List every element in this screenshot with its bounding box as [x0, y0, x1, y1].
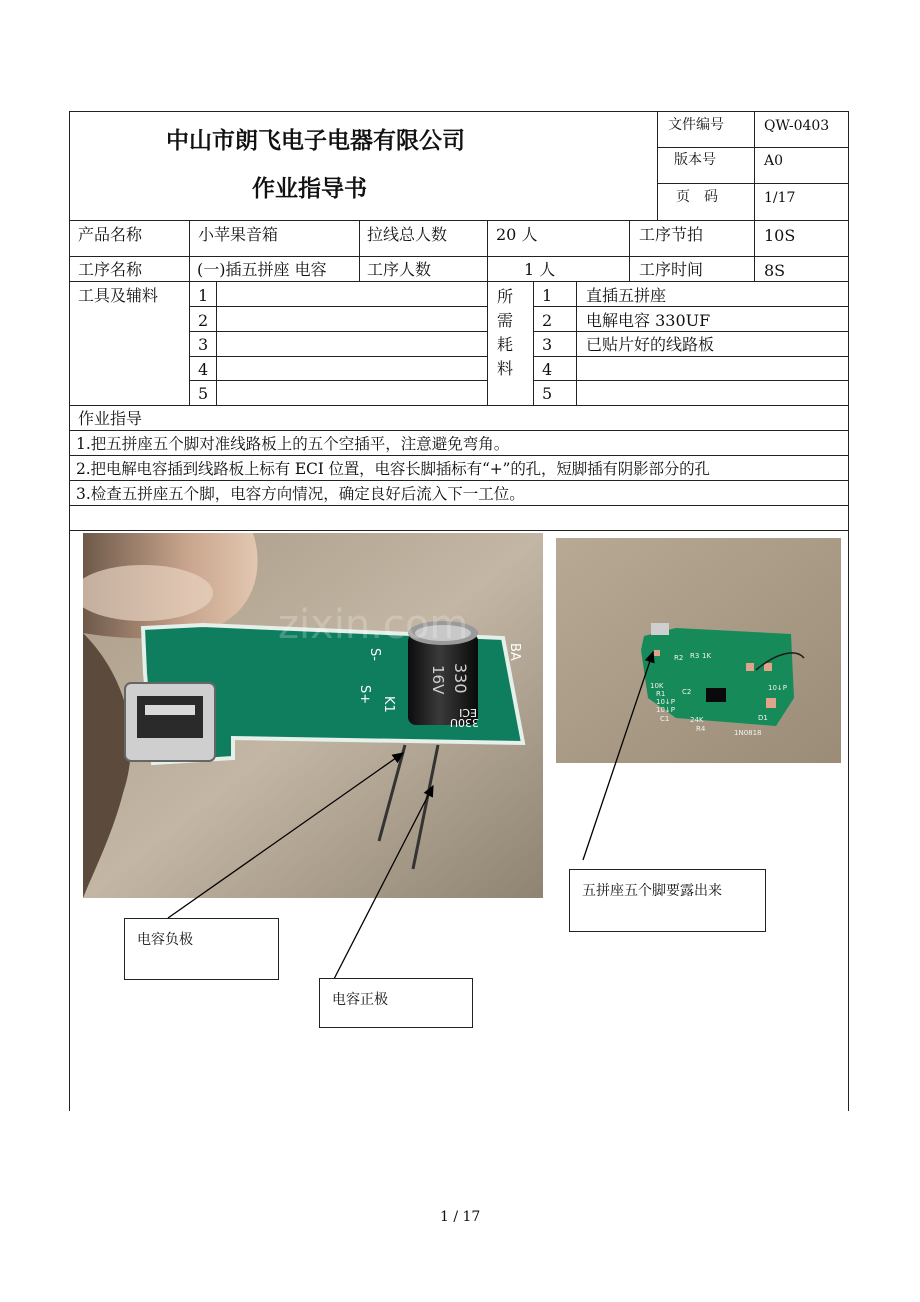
tools-row-no: 2 [198, 311, 209, 330]
process-time-value: 8S [764, 261, 786, 280]
pcb-silkscreen: 10K [650, 682, 664, 690]
pcb-silkscreen: 24K [690, 716, 704, 724]
pcb-silkscreen: 1N0818 [734, 729, 762, 737]
pcb-silkscreen: 10↓P [768, 684, 787, 692]
materials-row-no: 4 [542, 360, 553, 379]
pcb-silkscreen: C1 [660, 715, 670, 723]
takt-value: 10S [764, 226, 796, 245]
page-code-value: 1/17 [764, 190, 796, 206]
pcb-silkscreen: S- [367, 648, 382, 661]
doc-number-label: 文件编号 [668, 117, 724, 133]
pcb-silkscreen: D1 [758, 714, 768, 722]
callout-text: 五拼座五个脚要露出来 [582, 883, 722, 899]
callout-capacitor-negative [124, 918, 279, 980]
version-value: A0 [764, 153, 784, 169]
pcb-silkscreen: 330U [449, 716, 479, 729]
capacitor-print: 16V [429, 665, 447, 695]
materials-label-char: 料 [497, 359, 514, 378]
tools-label: 工具及辅料 [78, 286, 159, 305]
pcb-silkscreen: 10↓P [656, 698, 675, 706]
pcb-silkscreen: R1 [656, 690, 666, 698]
process-time-label: 工序时间 [639, 260, 704, 279]
materials-row-text: 直插五拼座 [586, 286, 667, 305]
materials-row-text: 已贴片好的线路板 [586, 335, 715, 354]
product-name-value: 小苹果音箱 [198, 225, 279, 244]
takt-label: 工序节拍 [639, 225, 704, 244]
instruction-step: 3.检查五拼座五个脚，电容方向情况，确定良好后流入下一工位。 [76, 485, 525, 503]
materials-label-char: 所 [497, 287, 514, 306]
tools-row-no: 1 [198, 286, 209, 305]
pcb-silkscreen: ECI [459, 706, 477, 719]
pcb-silkscreen: BA [507, 643, 522, 661]
pcb-silkscreen: R2 [674, 654, 684, 662]
materials-row-no: 5 [542, 384, 553, 403]
tools-row-no: 3 [198, 335, 209, 354]
watermark: zixin.com [278, 602, 469, 648]
pcb-silkscreen: K1 [381, 696, 396, 713]
pcb-silkscreen: R3 [690, 652, 700, 660]
callout-pins-exposed [569, 869, 766, 932]
callout-capacitor-positive [319, 978, 473, 1028]
pcb-silkscreen: R4 [696, 725, 706, 733]
capacitor-print: 330 [451, 663, 470, 694]
materials-row-text: 电解电容 330UF [586, 311, 711, 330]
page-code-label: 页 码 [676, 189, 718, 205]
pcb-silkscreen: 1K [702, 652, 712, 660]
process-people-value: 1 人 [524, 260, 556, 279]
materials-row-no: 2 [542, 311, 553, 330]
materials-label-char: 耗 [497, 335, 514, 354]
tools-row-no: 4 [198, 360, 209, 379]
line-total-label: 拉线总人数 [367, 225, 448, 244]
instruction-step: 1.把五拼座五个脚对准线路板上的五个空插平，注意避免弯角。 [76, 435, 510, 453]
process-name-label: 工序名称 [78, 260, 143, 279]
process-people-label: 工序人数 [367, 260, 432, 279]
company-name: 中山市朗飞电子电器有限公司 [166, 128, 465, 154]
callout-text: 电容正极 [332, 992, 388, 1008]
line-total-value: 20 人 [496, 225, 538, 244]
pcb-silkscreen: S+ [357, 685, 372, 705]
pcb-silkscreen: 10↓P [656, 706, 675, 714]
instructions-label: 作业指导 [78, 409, 143, 428]
materials-row-no: 3 [542, 335, 553, 354]
document-title: 作业指导书 [252, 176, 367, 202]
version-label: 版本号 [674, 152, 716, 168]
tools-row-no: 5 [198, 384, 209, 403]
process-name-value: (一)插五拼座 电容 [197, 260, 327, 279]
doc-number-value: QW-0403 [764, 118, 830, 134]
callout-text: 电容负极 [137, 932, 193, 948]
materials-label-char: 需 [497, 311, 514, 330]
product-name-label: 产品名称 [78, 225, 143, 244]
materials-row-no: 1 [542, 286, 553, 305]
page-number: 1 / 17 [440, 1209, 481, 1225]
instruction-step: 2.把电解电容插到线路板上标有 ECI 位置，电容长脚插标有“+”的孔，短脚插有阴影部分的孔 [76, 460, 710, 478]
pcb-silkscreen: C2 [682, 688, 692, 696]
